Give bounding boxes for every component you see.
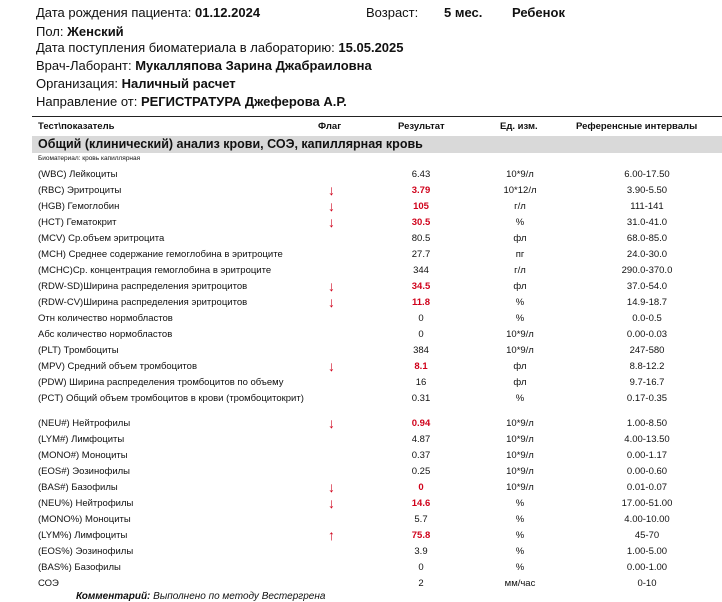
result-value: 0 [418,329,424,340]
unit-value: % [515,393,525,404]
table-row [32,464,722,480]
unit-value: 10*9/л [506,169,534,180]
result-value: 14.6 [411,498,431,509]
unit-value: фл [513,233,527,244]
doctor-line [36,58,372,73]
test-name: (LYM#) Лимфоциты [38,434,125,445]
reference-range: 0.0-0.5 [632,313,662,324]
reference-range: 0.00-1.00 [626,562,668,573]
sex-label: Пол: [36,24,64,39]
test-name: (PLT) Тромбоциты [38,345,119,356]
table-row [32,247,722,263]
result-value: 0.31 [411,393,431,404]
result-value: 0.25 [411,466,431,477]
test-name: (LYM%) Лимфоциты [38,530,128,541]
table-row [32,560,722,576]
unit-value: 10*9/л [506,434,534,445]
result-value: 0 [418,313,424,324]
table-row [32,295,722,311]
result-value: 344 [413,265,429,276]
test-name: (MCHC)Ср. концентрация гемоглобина в эритроците [38,265,272,276]
table-row [32,576,722,592]
table-row [32,199,722,215]
test-name: (HGB) Гемоглобин [38,201,120,212]
flag-arrow-icon: ↑ [328,527,335,543]
organization-line [36,76,236,91]
table-row [32,311,722,327]
table-row [32,279,722,295]
biomaterial-note: Биоматериал: кровь капиллярная [38,155,141,162]
result-value: 30.5 [411,217,431,228]
reference-range: 4.00-10.00 [624,514,670,525]
table-row [32,359,722,375]
reference-range: 24.0-30.0 [626,249,668,260]
result-value: 3.79 [411,185,431,196]
reference-range: 37.0-54.0 [626,281,668,292]
test-name: Абс количество нормобластов [38,329,173,340]
test-name: (HCT) Гематокрит [38,217,117,228]
test-name: (BAS#) Базофилы [38,482,118,493]
flag-arrow-icon: ↓ [328,278,335,294]
unit-value: 10*9/л [506,418,534,429]
unit-value: г/л [514,201,526,212]
reference-range: 45-70 [634,530,660,541]
unit-value: % [515,313,525,324]
flag-arrow-icon: ↓ [328,358,335,374]
unit-value: % [515,562,525,573]
column-header-result: Результат [398,121,445,132]
reference-range: 0.01-0.07 [626,482,668,493]
test-name: (EOS#) Эозинофилы [38,466,131,477]
result-value: 8.1 [414,361,428,372]
reference-range: 0.17-0.35 [626,393,668,404]
received-date-label: Дата поступления биоматериала в лабораторию: [36,40,335,55]
result-value: 105 [413,201,429,212]
unit-value: пг [515,249,525,260]
reference-range: 6.00-17.50 [624,169,670,180]
unit-value: фл [513,281,527,292]
test-name: СОЭ [38,578,59,589]
table-row [32,263,722,279]
unit-value: 10*9/л [506,329,534,340]
doctor-label: Врач-Лаборант: [36,58,132,73]
test-name: (MCV) Ср.объем эритроцита [38,233,165,244]
received-date-value: 15.05.2025 [338,40,404,55]
result-value: 0.37 [411,450,431,461]
table-row [32,375,722,391]
section-header [32,136,722,153]
organization-label: Организация: [36,76,119,91]
table-row [32,343,722,359]
unit-value: 10*9/л [506,466,534,477]
unit-value: % [515,217,525,228]
referral-line [36,94,347,109]
table-row [32,183,722,199]
test-name: (BAS%) Базофилы [38,562,121,573]
table-row [32,448,722,464]
column-header-reference: Референсные интервалы [576,121,698,132]
birth-date-line [36,5,260,20]
table-row [32,528,722,544]
unit-value: % [515,498,525,509]
test-name: (NEU#) Нейтрофилы [38,418,131,429]
birth-date-value: 01.12.2024 [194,5,261,20]
flag-arrow-icon: ↓ [328,415,335,431]
column-header-flag: Флаг [318,121,342,132]
unit-value: 10*12/л [503,185,537,196]
table-row [32,480,722,496]
result-value: 34.5 [411,281,431,292]
table-row [32,416,722,432]
reference-range: 290.0-370.0 [621,265,673,276]
birth-date-label: Дата рождения пациента: [36,5,192,20]
table-row [32,391,722,407]
result-value: 3.9 [414,546,428,557]
age-category: Ребенок [512,5,565,20]
test-name: (MPV) Средний объем тромбоцитов [38,361,198,372]
flag-arrow-icon: ↓ [328,294,335,310]
unit-value: % [515,514,525,525]
doctor-value: Мукалляпова Зарина Джабраиловна [135,58,372,73]
unit-value: фл [513,361,527,372]
unit-value: мм/час [504,578,536,589]
unit-value: 10*9/л [506,482,534,493]
comment-text: Выполнено по методу Вестергрена [153,591,326,602]
result-value: 5.7 [414,514,428,525]
table-row [32,167,722,183]
unit-value: фл [513,377,527,388]
result-value: 11.8 [412,297,430,308]
test-name: (RDW-CV)Ширина распределения эритроцитов [38,297,248,308]
reference-range: 0.00-0.03 [626,329,668,340]
flag-arrow-icon: ↓ [328,495,335,511]
sex-value: Женский [67,24,124,39]
test-name: (NEU%) Нейтрофилы [38,498,134,509]
reference-range: 68.0-85.0 [626,233,668,244]
unit-value: г/л [514,265,526,276]
reference-range: 3.90-5.50 [626,185,668,196]
result-value: 0.94 [411,418,431,429]
table-row [32,231,722,247]
unit-value: 10*9/л [506,345,534,356]
table-row [32,496,722,512]
reference-range: 9.7-16.7 [629,377,665,388]
age-value: 5 мес. [444,5,483,20]
result-value: 75.8 [411,530,431,541]
received-date-line [36,40,404,55]
result-value: 6.43 [411,169,431,180]
comment-line [76,591,325,602]
reference-range: 4.00-13.50 [624,434,670,445]
table-header [32,116,722,137]
test-name: (WBC) Лейкоциты [38,169,118,180]
unit-value: % [515,297,525,308]
table-row [32,512,722,528]
unit-value: 10*9/л [506,450,534,461]
result-value: 80.5 [411,233,431,244]
age-label: Возраст: [366,5,419,20]
test-name: (MCH) Среднее содержание гемоглобина в эритроците [38,249,283,260]
result-value: 0 [418,562,424,573]
table-row [32,215,722,231]
test-name: (MONO%) Моноциты [38,514,131,525]
result-value: 0 [418,482,424,493]
test-name: (RDW-SD)Ширина распределения эритроцитов [38,281,248,292]
table-row [32,544,722,560]
unit-value: % [515,530,525,541]
test-name: (RBC) Эритроциты [38,185,122,196]
test-name: Отн количество нормобластов [38,313,173,324]
table-row [32,327,722,343]
result-value: 2 [418,578,424,589]
reference-range: 0.00-0.60 [626,466,668,477]
test-name: (PCT) Общий объем тромбоцитов в крови (тромбоцитокрит) [38,393,304,404]
unit-value: % [515,546,525,557]
reference-range: 111-141 [630,201,664,212]
reference-range: 1.00-8.50 [626,418,668,429]
test-name: (PDW) Ширина распределения тромбоцитов по объему [38,377,284,388]
reference-range: 17.00-51.00 [621,498,673,509]
flag-arrow-icon: ↓ [328,198,335,214]
reference-range: 0.00-1.17 [626,450,668,461]
test-name: (MONO#) Моноциты [38,450,128,461]
reference-range: 31.0-41.0 [626,217,668,228]
reference-range: 0-10 [637,578,657,589]
organization-value: Наличный расчет [121,76,236,91]
column-header-test: Тест\показатель [38,121,115,132]
result-value: 4.87 [411,434,431,445]
referral-value: РЕГИСТРАТУРА Джеферова А.Р. [140,94,347,109]
reference-range: 1.00-5.00 [626,546,668,557]
referral-label: Направление от: [36,94,138,109]
result-value: 384 [413,345,429,356]
reference-range: 247-580 [629,345,665,356]
test-name: (EOS%) Эозинофилы [38,546,134,557]
reference-range: 14.9-18.7 [626,297,668,308]
section-title: Общий (клинический) анализ крови, СОЭ, капиллярная кровь [38,137,423,151]
result-value: 16 [415,377,427,388]
column-header-unit: Ед. изм. [500,121,538,132]
reference-range: 8.8-12.2 [629,361,665,372]
comment-label: Комментарий: [76,591,151,602]
sex-line [36,24,124,39]
flag-arrow-icon: ↓ [328,214,335,230]
flag-arrow-icon: ↓ [328,479,335,495]
flag-arrow-icon: ↓ [328,182,335,198]
result-value: 27.7 [411,249,431,260]
table-row [32,432,722,448]
